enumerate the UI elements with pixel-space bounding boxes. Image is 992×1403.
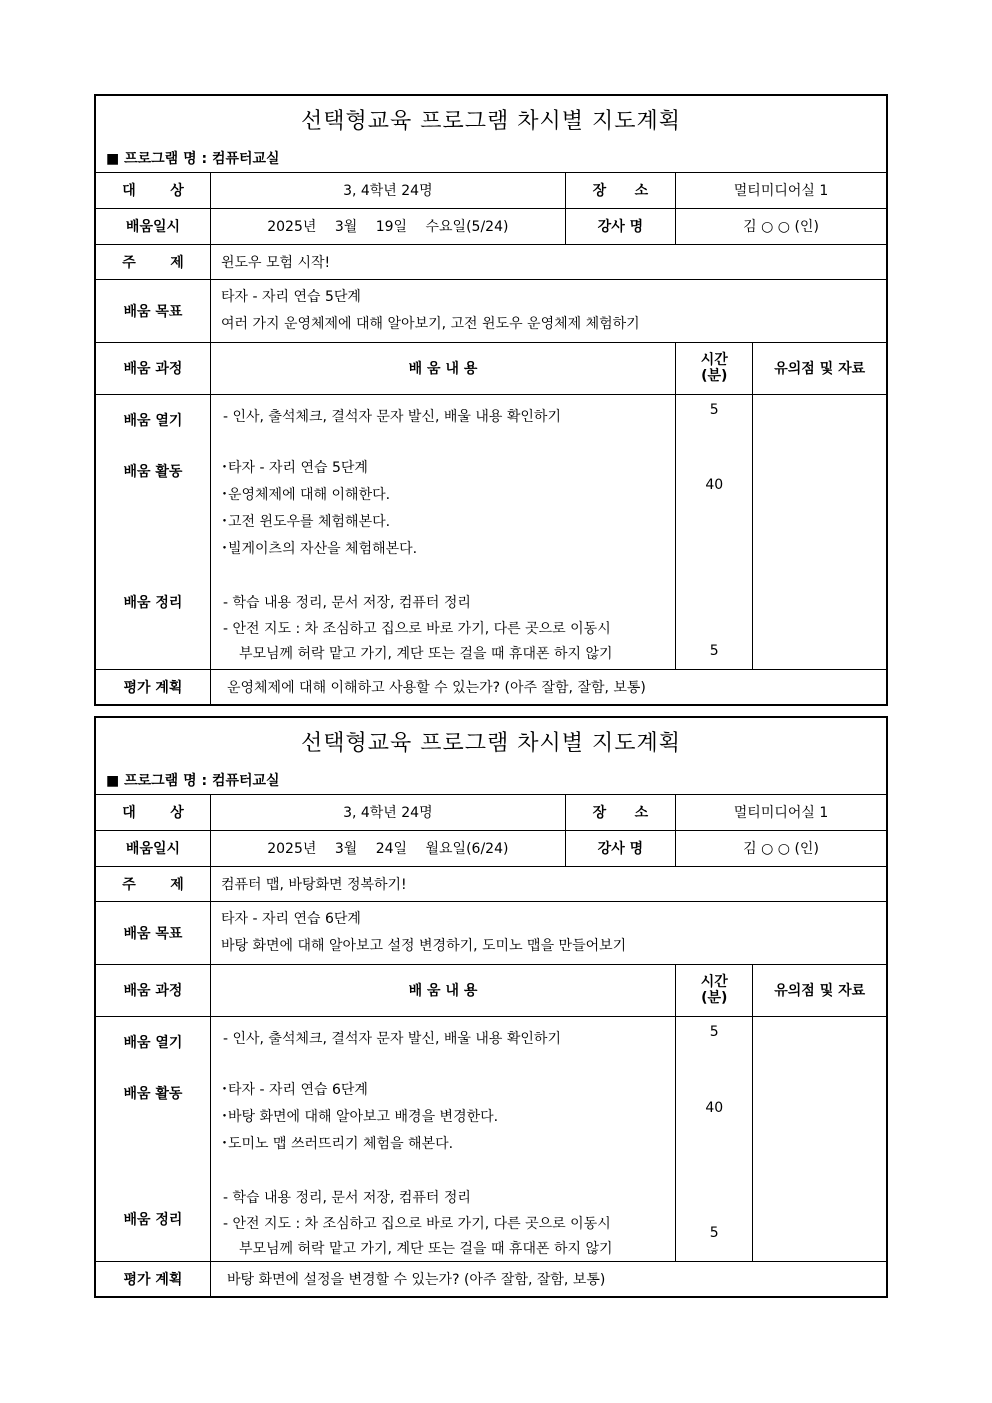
date-value: 2025년 3월 24일 월요일(6/24) [210, 830, 565, 866]
activity-label: 배움 활동 [123, 463, 183, 480]
topic-label: 주 제 [96, 866, 210, 901]
target-label: 대 상 [96, 173, 210, 208]
program-name: ■ 프로그램 명 : 컴퓨터교실 [106, 773, 280, 789]
close-item: - 학습 내용 정리, 문서 저장, 컴퓨터 정리 [222, 594, 471, 611]
goal-cell [210, 279, 886, 342]
notes-column [753, 394, 886, 669]
goal-cell [210, 901, 886, 964]
eval-label: 평가 계획 [96, 669, 210, 704]
place-value: 멀티미디어실 1 [676, 173, 886, 208]
eval-label: 평가 계획 [96, 1261, 210, 1296]
time-header: 시간 (분) [676, 342, 753, 394]
close-item: 부모님께 허락 맡고 가기, 계단 또는 걸을 때 휴대폰 하지 않기 [238, 645, 613, 662]
activity-item: ･바탕 화면에 대해 알아보고 배경을 변경한다. [220, 1108, 499, 1125]
close-item: - 학습 내용 정리, 문서 저장, 컴퓨터 정리 [222, 1189, 471, 1206]
open-content: - 인사, 출석체크, 결석자 문자 발신, 배울 내용 확인하기 [222, 408, 561, 425]
teacher-value: 김 ○ ○ (인) [676, 830, 886, 866]
teacher-value: 김 ○ ○ (인) [676, 208, 886, 244]
topic-value: 컴퓨터 맵, 바탕화면 정복하기! [210, 866, 886, 901]
goal-item: 타자 - 자리 연습 6단계 [220, 910, 361, 927]
activity-time: 40 [705, 1099, 724, 1116]
activity-item: ･타자 - 자리 연습 6단계 [220, 1081, 368, 1098]
place-label: 장 소 [565, 173, 675, 208]
date-label: 배움일시 [96, 208, 210, 244]
close-time: 5 [709, 1224, 719, 1241]
content-header: 배 움 내 용 [210, 342, 675, 394]
content-column [210, 394, 675, 669]
close-time: 5 [709, 642, 719, 659]
close-label: 배움 정리 [123, 594, 183, 611]
notes-header: 유의점 및 자료 [753, 342, 886, 394]
close-item: 부모님께 허락 맡고 가기, 계단 또는 걸을 때 휴대폰 하지 않기 [238, 1240, 613, 1257]
lesson-plan-2 [94, 716, 888, 1298]
notes-column [753, 1016, 886, 1261]
activity-item: ･고전 윈도우를 체험해본다. [220, 513, 391, 530]
goal-item: 여러 가지 운영체제에 대해 알아보기, 고전 윈도우 운영체제 체험하기 [220, 315, 640, 332]
target-value: 3, 4학년 24명 [210, 795, 565, 830]
time-column [676, 1016, 753, 1261]
process-header: 배움 과정 [96, 342, 210, 394]
eval-value: 바탕 화면에 설정을 변경할 수 있는가? (아주 잘함, 잘함, 보통) [210, 1261, 886, 1296]
lesson-plan-1 [94, 94, 888, 706]
teacher-label: 강사 명 [565, 208, 675, 244]
open-time: 5 [709, 1023, 719, 1040]
goal-item: 바탕 화면에 대해 알아보고 설정 변경하기, 도미노 맵을 만들어보기 [220, 937, 627, 954]
place-value: 멀티미디어실 1 [676, 795, 886, 830]
plan-title: 선택형교육 프로그램 차시별 지도계획 [300, 731, 681, 756]
date-label: 배움일시 [96, 830, 210, 866]
content-column [210, 1016, 675, 1261]
activity-item: ･도미노 맵 쓰러뜨리기 체험을 해본다. [220, 1135, 454, 1152]
program-name: ■ 프로그램 명 : 컴퓨터교실 [106, 151, 280, 167]
close-label: 배움 정리 [123, 1211, 183, 1228]
eval-value: 운영체제에 대해 이해하고 사용할 수 있는가? (아주 잘함, 잘함, 보통) [210, 669, 886, 704]
process-header: 배움 과정 [96, 964, 210, 1016]
open-time: 5 [709, 401, 719, 418]
place-label: 장 소 [565, 795, 675, 830]
goal-item: 타자 - 자리 연습 5단계 [220, 288, 361, 305]
process-column [96, 394, 210, 669]
plan-title: 선택형교육 프로그램 차시별 지도계획 [300, 109, 681, 134]
activity-time: 40 [705, 476, 724, 493]
plan-table [96, 173, 886, 704]
date-value: 2025년 3월 19일 수요일(5/24) [210, 208, 565, 244]
topic-label: 주 제 [96, 244, 210, 279]
activity-item: ･운영체제에 대해 이해한다. [220, 486, 391, 503]
close-item: - 안전 지도 : 차 조심하고 집으로 바로 가기, 다른 곳으로 이동시 [222, 1215, 611, 1232]
activity-item: ･타자 - 자리 연습 5단계 [220, 459, 368, 476]
plan-table [96, 795, 886, 1296]
topic-value: 윈도우 모험 시작! [210, 244, 886, 279]
open-label: 배움 열기 [123, 412, 183, 429]
goal-label: 배움 목표 [96, 279, 210, 342]
notes-header: 유의점 및 자료 [753, 964, 886, 1016]
teacher-label: 강사 명 [565, 830, 675, 866]
goal-label: 배움 목표 [96, 901, 210, 964]
target-label: 대 상 [96, 795, 210, 830]
time-column [676, 394, 753, 669]
plan-header [96, 718, 886, 795]
open-content: - 인사, 출석체크, 결석자 문자 발신, 배울 내용 확인하기 [222, 1030, 561, 1047]
close-item: - 안전 지도 : 차 조심하고 집으로 바로 가기, 다른 곳으로 이동시 [222, 620, 611, 637]
plan-header [96, 96, 886, 173]
activity-item: ･빌게이츠의 자산을 체험해본다. [220, 540, 418, 557]
open-label: 배움 열기 [123, 1034, 183, 1051]
content-header: 배 움 내 용 [210, 964, 675, 1016]
activity-label: 배움 활동 [123, 1085, 183, 1102]
target-value: 3, 4학년 24명 [210, 173, 565, 208]
process-column [96, 1016, 210, 1261]
time-header: 시간 (분) [676, 964, 753, 1016]
